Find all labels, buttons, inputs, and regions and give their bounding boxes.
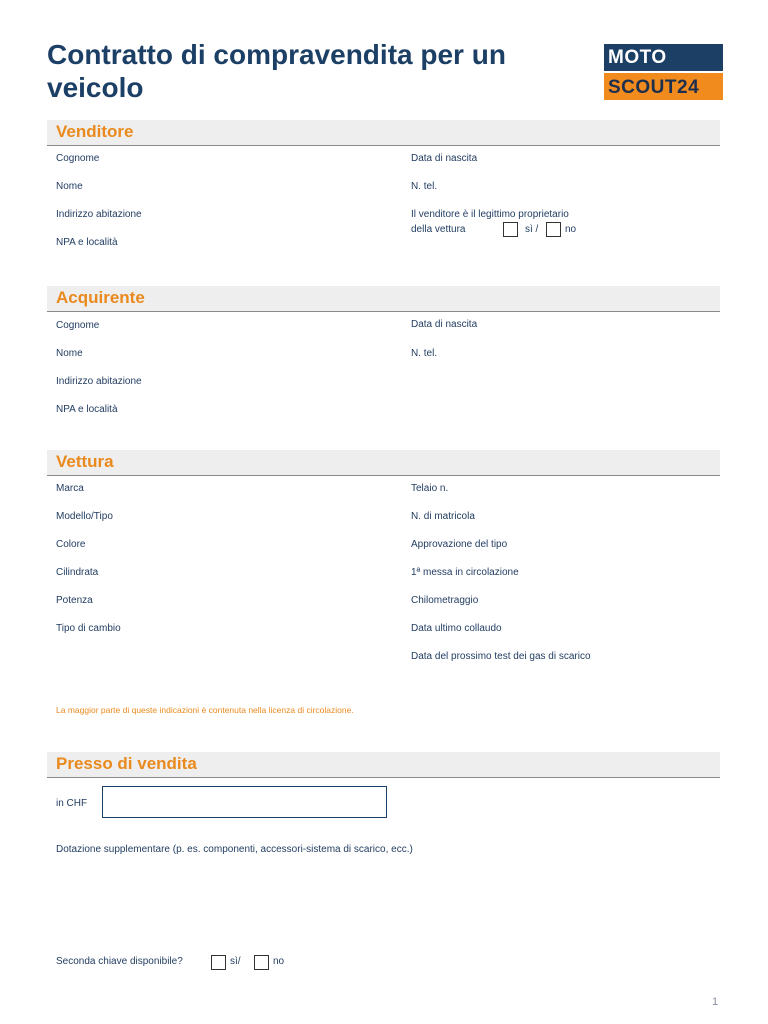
- logo-line1: MOTO: [604, 44, 723, 71]
- acquirente-nome-label: Nome: [56, 348, 83, 359]
- vettura-field-label: Data ultimo collaudo: [411, 623, 502, 634]
- owner-no-checkbox[interactable]: [546, 222, 561, 237]
- second-key-label: Seconda chiave disponibile?: [56, 956, 183, 967]
- vettura-field-label: Marca: [56, 483, 84, 494]
- acquirente-npa-label: NPA e località: [56, 404, 118, 415]
- vettura-field-label: N. di matricola: [411, 511, 475, 522]
- venditore-owner-label-2: della vettura: [411, 224, 466, 235]
- vettura-field-label: Telaio n.: [411, 483, 449, 494]
- venditore-nome-label: Nome: [56, 181, 83, 192]
- section-prezzo-heading: Presso di vendita: [56, 754, 197, 773]
- acquirente-indirizzo-label: Indirizzo abitazione: [56, 376, 142, 387]
- second-key-no-checkbox[interactable]: [254, 955, 269, 970]
- owner-no-label: no: [565, 224, 577, 235]
- section-vettura: [47, 450, 720, 476]
- section-acquirente: [47, 286, 720, 312]
- second-key-yes-checkbox[interactable]: [211, 955, 226, 970]
- page-title: Contratto di compravendita per un veicolo: [47, 39, 506, 103]
- dotazione-label: Dotazione supplementare (p. es. componenti, accessori-sistema di scarico, ecc.): [56, 844, 413, 855]
- vettura-field-label: Data del prossimo test dei gas di scarico: [411, 651, 591, 662]
- acquirente-tel-label: N. tel.: [411, 348, 438, 359]
- section-prezzo: [47, 752, 720, 778]
- venditore-npa-label: NPA e località: [56, 237, 118, 248]
- venditore-owner-label: Il venditore è il legittimo proprietario: [411, 209, 569, 220]
- vettura-field-label: Tipo di cambio: [56, 623, 121, 634]
- second-key-no-label: no: [273, 956, 285, 967]
- vettura-field-label: Modello/Tipo: [56, 511, 113, 522]
- vettura-note: La maggior parte di queste indicazioni è contenuta nella licenza di circolazione.: [56, 705, 354, 715]
- price-input[interactable]: [102, 786, 387, 818]
- venditore-cognome-label: Cognome: [56, 153, 100, 164]
- chf-label: in CHF: [56, 798, 88, 809]
- logo-line2: SCOUT24: [604, 71, 723, 100]
- acquirente-cognome-label: Cognome: [56, 320, 100, 331]
- page-number: 1: [712, 996, 719, 1008]
- venditore-nascita-label: Data di nascita: [411, 153, 478, 164]
- vettura-field-label: Potenza: [56, 595, 93, 606]
- owner-yes-label: sì /: [525, 224, 539, 235]
- vettura-field-label: Chilometraggio: [411, 595, 479, 606]
- vettura-field-label: Approvazione del tipo: [411, 539, 508, 550]
- vettura-field-label: Colore: [56, 539, 86, 550]
- venditore-indirizzo-label: Indirizzo abitazione: [56, 209, 142, 220]
- acquirente-nascita-label: Data di nascita: [411, 319, 478, 330]
- owner-yes-checkbox[interactable]: [503, 222, 518, 237]
- vettura-field-label: 1ª messa in circolazione: [411, 567, 519, 578]
- second-key-yes-label: sì/: [230, 956, 241, 967]
- section-vettura-heading: Vettura: [56, 452, 114, 471]
- vettura-field-label: Cilindrata: [56, 567, 99, 578]
- venditore-tel-label: N. tel.: [411, 181, 438, 192]
- motoscout24-logo: [604, 44, 723, 100]
- section-acquirente-heading: Acquirente: [56, 288, 145, 307]
- section-venditore-heading: Venditore: [56, 122, 134, 141]
- section-venditore: [47, 120, 720, 146]
